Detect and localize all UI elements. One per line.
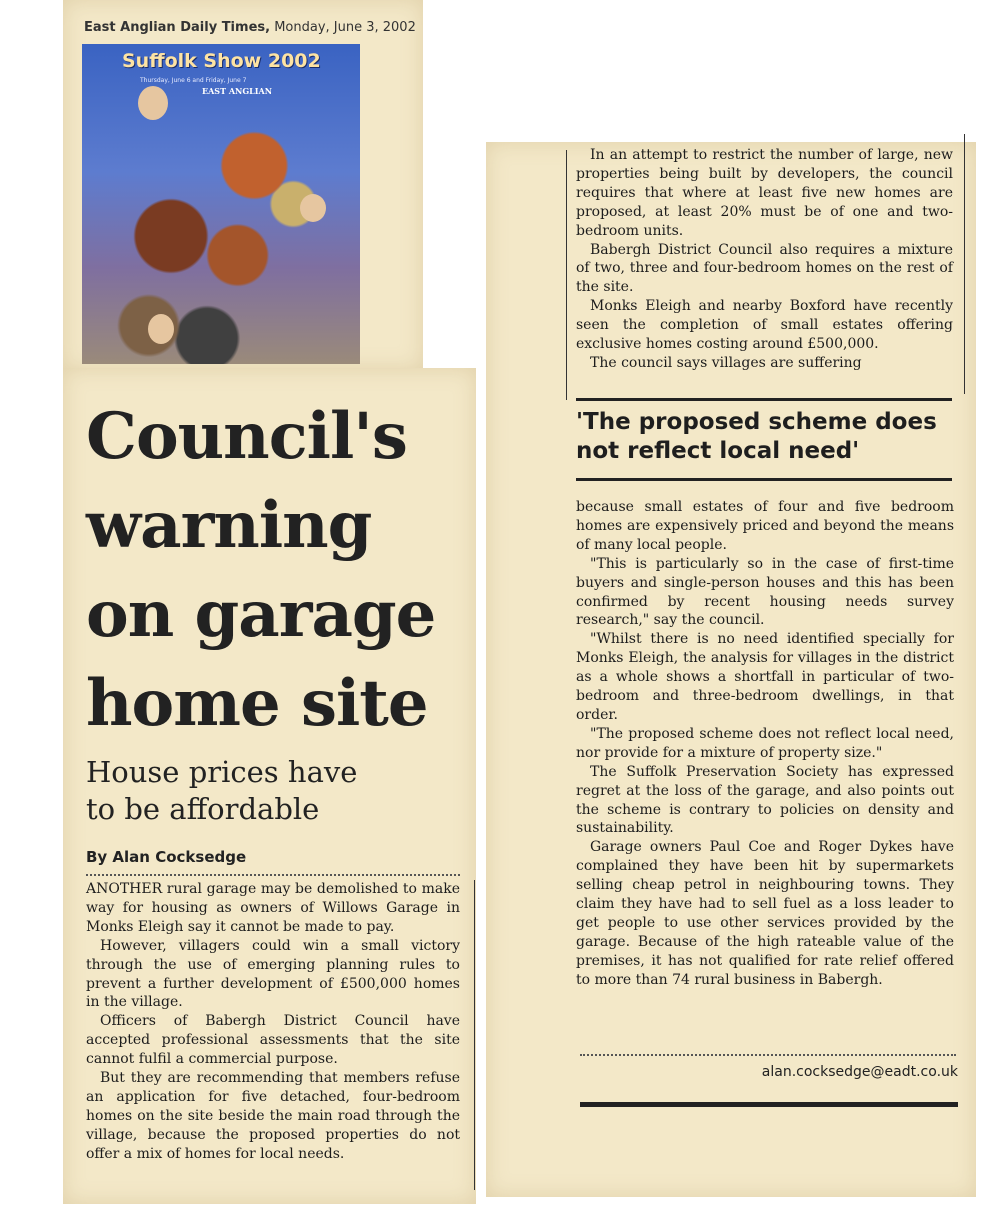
body-paragraph: Babergh District Council also requires a mixture of two, three and four-bedroom homes on the rest of the site. [576,241,953,296]
headline-line: on garage [86,577,436,652]
body-paragraph: The Suffolk Preservation Society has expressed regret at the loss of the garage, and also points out the scheme is contrary to policies on density and sustainability. [576,763,954,837]
body-paragraph: "Whilst there is no need identified specially for Monks Eleigh, the analysis for villages in the district as a whole shows a shortfall in particular of two-bedroom and three-bedroom dwellings, in that order. [576,631,954,723]
body-paragraph: Monks Eleigh and nearby Boxford have recently seen the completion of small estates offering exclusive homes costing around £500,000. [576,298,953,353]
body-paragraph: But they are recommending that members refuse an application for five detached, four-bedroom homes on the site beside the main road through the village, because the proposed properties do not offer a mix of homes for local needs. [86,1070,460,1162]
body-paragraph: ANOTHER rural garage may be demolished to make way for housing as owners of Willows Garage in Monks Eleigh say it cannot be made to pay. [86,881,460,935]
column-rule [474,880,475,1190]
promo-brand: EAST ANGLIAN [202,86,273,96]
byline-divider [86,874,460,876]
pullquote-rule-bottom [576,478,952,481]
body-paragraph: "The proposed scheme does not reflect local need, nor provide for a mixture of property size." [576,725,954,761]
pullquote-rule-top [576,398,952,401]
right-column-body-bottom [576,498,954,990]
body-paragraph: because small estates of four and five bedroom homes are expensively priced and beyond the means of many local people. [576,499,954,553]
body-paragraph: Officers of Babergh District Council have accepted professional assessments that the site cannot fulfil a commercial purpose. [86,1013,460,1068]
suffolk-show-promo-image [82,44,360,364]
column-rule [964,134,965,394]
headline-line: warning [86,488,372,563]
headline-line: Council's [86,399,407,474]
byline: By Alan Cocksedge [86,848,247,866]
left-column-body [86,880,460,1164]
promo-person-face [138,86,168,120]
promo-title: Suffolk Show 2002 [122,50,321,72]
email-divider [580,1054,956,1056]
body-paragraph: However, villagers could win a small victory through the use of emerging planning rules to prevent a further development of £500,000 homes in the village. [86,937,460,1011]
promo-person-face [148,314,174,344]
pullquote: 'The proposed scheme does not reflect local need' [576,409,937,464]
right-column-body-top [576,146,953,373]
author-email[interactable]: alan.cocksedge@eadt.co.uk [761,1064,958,1080]
masthead-date: Monday, June 3, 2002 [274,20,416,35]
column-rule [566,150,567,400]
body-paragraph: The council says villages are suffering [590,354,862,371]
body-paragraph: Garage owners Paul Coe and Roger Dykes have complained they have been hit by supermarkets selling cheap petrol in neighbouring towns. They claim they have had to sell fuel as a loss leader to get people to use other services provided by the garage. Because of the high rateable value of the premises, it has not qualified for rate relief offered to more than 74 rural business in Babergh. [576,839,954,988]
body-paragraph: In an attempt to restrict the number of large, new properties being built by developers, the council requires that where at least five new homes are proposed, at least 20% must be of one and two-bedroom units. [576,147,953,239]
standfirst-line: to be affordable [86,792,320,826]
body-paragraph: "This is particularly so in the case of first-time buyers and single-person houses and this has been confirmed by recent housing needs survey research," say the council. [576,555,954,629]
promo-person-face [300,194,326,222]
masthead-paper: East Anglian Daily Times, [84,20,271,35]
standfirst [86,754,416,828]
article-end-rule [580,1102,958,1107]
masthead [84,20,424,35]
standfirst-line: House prices have [86,755,358,789]
headline [86,392,466,748]
headline-line: home site [86,666,428,741]
promo-subtitle: Thursday, June 6 and Friday, June 7 [140,77,247,84]
